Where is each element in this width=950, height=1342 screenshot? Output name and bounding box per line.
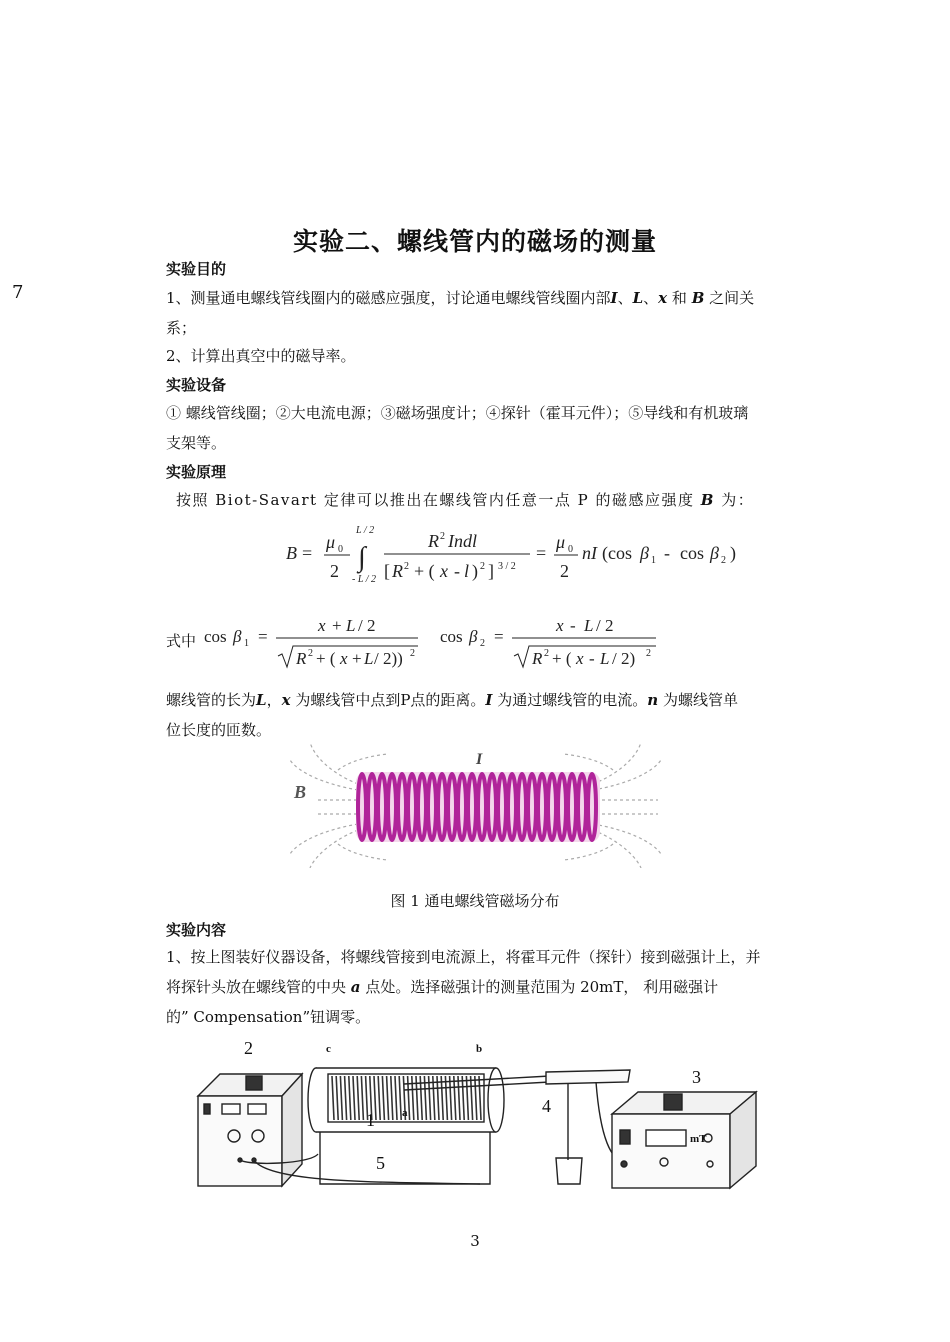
fig2-label-4: 4 bbox=[542, 1096, 551, 1116]
svg-text:/ 2): / 2) bbox=[612, 649, 636, 668]
svg-text:∫: ∫ bbox=[358, 542, 366, 573]
desc-cont: 位长度的匝数。 bbox=[166, 721, 272, 739]
svg-text:x: x bbox=[340, 649, 348, 668]
fig2-label-b: b bbox=[476, 1043, 483, 1055]
svg-text:R: R bbox=[392, 561, 403, 581]
svg-text:): ) bbox=[472, 561, 478, 581]
svg-text:+ (: + ( bbox=[414, 561, 435, 581]
content-heading: 实验内容 bbox=[166, 921, 227, 939]
svg-text:3 / 2: 3 / 2 bbox=[498, 561, 516, 572]
svg-text:B: B bbox=[286, 543, 297, 563]
svg-text:=: = bbox=[302, 543, 313, 563]
svg-text:-: - bbox=[589, 649, 595, 668]
svg-text:β: β bbox=[640, 543, 649, 563]
svg-text:x: x bbox=[440, 561, 448, 581]
svg-text:0: 0 bbox=[338, 544, 343, 555]
svg-text:2: 2 bbox=[544, 648, 549, 659]
svg-text:L: L bbox=[364, 649, 374, 668]
sep-1: 、 bbox=[617, 289, 633, 307]
equipment-line: ① 螺线管线圈；②大电流电源；③磁场强度计；④探针（霍耳元件）；⑤导线和有机玻璃 bbox=[166, 404, 749, 422]
svg-text:β: β bbox=[710, 543, 719, 563]
fig2-label-1: 1 bbox=[366, 1110, 375, 1130]
svg-text:): ) bbox=[730, 543, 736, 563]
fig2-label-2: 2 bbox=[244, 1038, 253, 1058]
svg-text:-: - bbox=[570, 616, 576, 635]
fig2-label-c: c bbox=[326, 1043, 331, 1055]
var-L: L bbox=[632, 289, 644, 307]
svg-text:-: - bbox=[664, 543, 670, 563]
var-B: B bbox=[691, 289, 705, 307]
svg-text:cos: cos bbox=[440, 627, 463, 646]
purpose-1-text: 1、测量通电螺线管线圈内的磁感应强度，讨论通电螺线管线圈内部 bbox=[166, 289, 611, 307]
and-word: 和 bbox=[671, 289, 687, 307]
svg-text:+ (: + ( bbox=[552, 649, 572, 668]
solenoid-field-figure bbox=[288, 742, 663, 868]
svg-text:x: x bbox=[556, 616, 564, 635]
svg-text:β: β bbox=[233, 627, 242, 646]
variable-description bbox=[166, 685, 786, 745]
equipment-heading: 实验设备 bbox=[166, 376, 227, 394]
svg-text:l: l bbox=[464, 561, 470, 581]
where-label: 式中 bbox=[166, 632, 197, 650]
cos-beta-formulas bbox=[200, 612, 670, 672]
svg-text:2: 2 bbox=[480, 638, 485, 649]
svg-text:- L / 2: - L / 2 bbox=[352, 574, 376, 585]
svg-text:/ 2)): / 2)) bbox=[374, 649, 403, 668]
content-var-a: a bbox=[350, 978, 361, 996]
svg-text:/ 2: / 2 bbox=[596, 616, 614, 635]
fig2-label-mT: mT bbox=[690, 1133, 707, 1145]
svg-text:(cos: (cos bbox=[602, 543, 632, 563]
svg-text:+ (: + ( bbox=[316, 649, 336, 668]
svg-text:nI: nI bbox=[582, 543, 597, 563]
desc-var-n: n bbox=[647, 691, 659, 709]
svg-text:+: + bbox=[332, 616, 342, 635]
content-1-line-a: 1、按上图装好仪器设备，将螺线管接到电流源上，将霍耳元件（探针）接到磁强计上，并 bbox=[166, 948, 761, 966]
purpose-item-2: 2、计算出真空中的磁导率。 bbox=[166, 347, 356, 365]
svg-text:L / 2: L / 2 bbox=[356, 525, 375, 536]
svg-text:=: = bbox=[536, 543, 547, 563]
svg-text:2: 2 bbox=[480, 561, 485, 572]
desc-part-4: 为通过螺线管的电流。 bbox=[497, 691, 648, 709]
svg-text:R: R bbox=[532, 649, 543, 668]
principle-heading: 实验原理 bbox=[166, 463, 227, 481]
svg-text:=: = bbox=[258, 627, 268, 646]
svg-text:1: 1 bbox=[651, 555, 656, 566]
content-item-1 bbox=[166, 942, 786, 1032]
svg-text:-: - bbox=[454, 561, 460, 581]
svg-text:Indl: Indl bbox=[448, 531, 477, 551]
principle-line: 按照 Biot-Savart 定律可以推出在螺线管内任意一点 P 的磁感应强度 bbox=[176, 491, 695, 509]
svg-text:β: β bbox=[469, 627, 478, 646]
principle-var-B: B bbox=[700, 491, 715, 509]
svg-text:2: 2 bbox=[410, 648, 415, 659]
svg-text:2: 2 bbox=[404, 561, 409, 572]
svg-text:μ: μ bbox=[326, 532, 336, 552]
purpose-1-cont: 系； bbox=[166, 319, 197, 337]
fig2-label-a: a bbox=[402, 1107, 408, 1119]
svg-text:2: 2 bbox=[308, 648, 313, 659]
figure-1-caption: 图 1 通电螺线管磁场分布 bbox=[390, 892, 560, 910]
svg-text:2: 2 bbox=[560, 561, 569, 581]
content-1-line-c: 的” Compensation”钮调零。 bbox=[166, 1008, 371, 1026]
page-number: 3 bbox=[470, 1232, 480, 1250]
sep-2: 、 bbox=[643, 289, 659, 307]
fig2-label-3: 3 bbox=[692, 1067, 701, 1087]
margin-number: 7 bbox=[12, 282, 24, 303]
svg-text:μ: μ bbox=[556, 532, 566, 552]
principle-text bbox=[176, 485, 796, 515]
svg-text:+: + bbox=[352, 649, 362, 668]
svg-text:2: 2 bbox=[330, 561, 339, 581]
svg-text:]: ] bbox=[488, 561, 494, 581]
svg-text:x: x bbox=[318, 616, 326, 635]
svg-text:=: = bbox=[494, 627, 504, 646]
purpose-item-1 bbox=[166, 283, 786, 343]
var-I: I bbox=[610, 289, 618, 307]
svg-text:cos: cos bbox=[204, 627, 227, 646]
svg-text:2: 2 bbox=[646, 648, 651, 659]
svg-text:2: 2 bbox=[721, 555, 726, 566]
svg-text:L: L bbox=[346, 616, 356, 635]
svg-text:0: 0 bbox=[568, 544, 573, 555]
var-x: x bbox=[658, 289, 668, 307]
svg-text:/ 2: / 2 bbox=[358, 616, 376, 635]
svg-text:2: 2 bbox=[440, 531, 445, 542]
fig1-label-B: B bbox=[294, 782, 307, 802]
desc-part-2: ， bbox=[266, 691, 282, 709]
svg-text:R: R bbox=[296, 649, 307, 668]
equipment-cont: 支架等。 bbox=[166, 434, 227, 452]
purpose-1-end: 之间关 bbox=[709, 289, 755, 307]
svg-text:R: R bbox=[428, 531, 439, 551]
svg-text:1: 1 bbox=[244, 638, 249, 649]
svg-text:L: L bbox=[584, 616, 594, 635]
content-1-line-b-post: 点处。选择磁强计的测量范围为 20mT， 利用磁强计 bbox=[365, 978, 719, 996]
fig2-label-5: 5 bbox=[376, 1153, 385, 1173]
desc-var-I: I bbox=[485, 691, 493, 709]
svg-text:cos: cos bbox=[680, 543, 704, 563]
desc-part-5: 为螺线管单 bbox=[662, 691, 738, 709]
content-1-line-b-pre: 将探针头放在螺线管的中央 bbox=[166, 978, 347, 996]
biot-savart-formula bbox=[280, 522, 750, 586]
fig1-label-I: I bbox=[476, 751, 483, 768]
desc-var-x: x bbox=[281, 691, 291, 709]
page-title: 实验二、螺线管内的磁场的测量 bbox=[292, 227, 657, 256]
desc-part-3: 为螺线管中点到P点的距离。 bbox=[295, 691, 486, 709]
svg-text:L: L bbox=[600, 649, 610, 668]
svg-text:x: x bbox=[576, 649, 584, 668]
desc-part-1: 螺线管的长为 bbox=[166, 691, 257, 709]
purpose-heading: 实验目的 bbox=[166, 260, 227, 278]
apparatus-figure bbox=[190, 1034, 770, 1196]
desc-var-L: L bbox=[256, 691, 267, 709]
equipment-text bbox=[166, 398, 786, 458]
principle-end: 为： bbox=[721, 491, 755, 509]
svg-text:[: [ bbox=[384, 561, 390, 581]
